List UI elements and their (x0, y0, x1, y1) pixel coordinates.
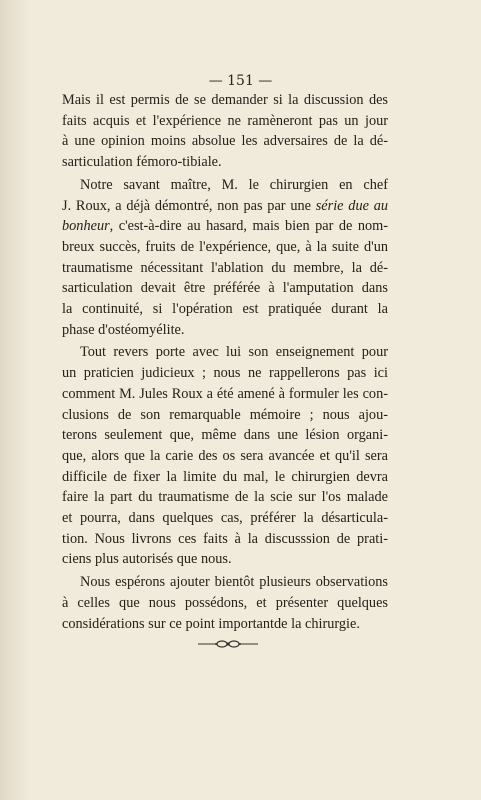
paragraph-1 (62, 90, 388, 173)
text-line: tion. Nous livrons ces faits à la discusssion de prati- (62, 530, 388, 547)
text-line: J. Roux, a déjà démontré, non pas par une série due au (62, 197, 388, 214)
paragraph-4 (62, 572, 388, 634)
decorative-ornament-icon (196, 636, 260, 652)
text-line: sarticulation devait être préférée à l'amputation dans (62, 280, 388, 297)
text-line: faire la part du traumatisme de la scie sur l'os malade (62, 489, 388, 506)
text-line: breux succès, fruits de l'expérience, que, à la suite d'un (62, 238, 388, 255)
text-line: Notre savant maître, M. le chirurgien en chef (80, 176, 388, 193)
body-text (62, 90, 388, 634)
paragraph-3 (62, 342, 388, 570)
text-line: considérations sur ce point importantde la chirurgie. (62, 615, 360, 632)
text-line: sarticulation fémoro-tibiale. (62, 154, 222, 171)
page-gutter-shadow (0, 0, 30, 800)
page-number: — 151 — (208, 73, 273, 89)
text-line: traumatisme nécessitant l'ablation du membre, la dé- (62, 259, 388, 276)
text-line: que, alors que la carie des os sera avancée et qu'il sera (62, 447, 388, 464)
text-line: un praticien judicieux ; nous ne rappellerons pas ici (62, 365, 388, 382)
text-line: ciens plus autorisés que nous. (62, 551, 232, 568)
text-line: et pourra, dans quelques cas, préférer la désarticula- (62, 510, 388, 527)
text-line: à une opinion moins absolue les adversaires de la dé- (62, 133, 388, 150)
text-line: bonheur, c'est-à-dire au hasard, mais bien par de nom- (62, 218, 388, 235)
text-line: clusions de son remarquable mémoire ; nous ajou- (62, 406, 388, 423)
text-line: la continuité, si l'opération est pratiquée durant la (62, 301, 388, 318)
text-line: difficile de fixer la limite du mal, le chirurgien devra (62, 468, 388, 485)
text-line: terons seulement que, même dans une lésion organi- (62, 427, 388, 444)
text-line: faits acquis et l'expérience ne ramèneront pas un jour (62, 112, 388, 129)
text-line: Nous espérons ajouter bientôt plusieurs observations (80, 574, 388, 591)
text-line: Mais il est permis de se demander si la discussion des (62, 92, 388, 108)
text-line: phase d'ostéomyélite. (62, 321, 185, 338)
text-line: à celles que nous possédons, et présenter quelques (62, 594, 388, 611)
text-line: comment M. Jules Roux a été amené à formuler les con- (62, 385, 388, 402)
paragraph-2 (62, 175, 388, 341)
text-line: Tout revers porte avec lui son enseignement pour (80, 344, 388, 361)
